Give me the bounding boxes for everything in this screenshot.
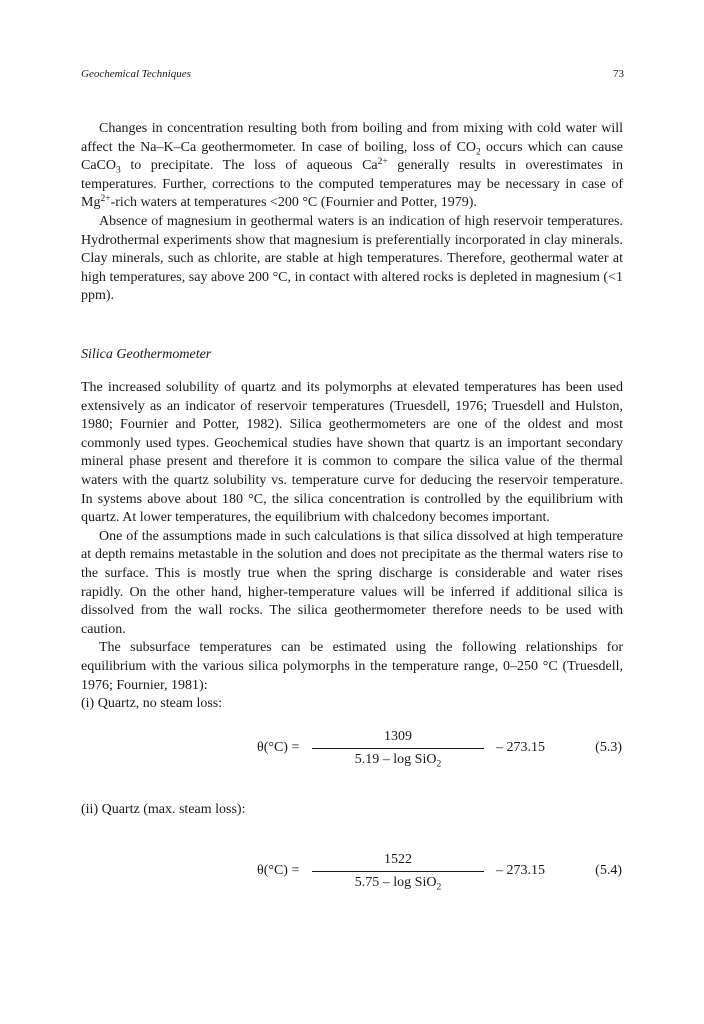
caco3-subscript: 3 [116,165,121,176]
mg-superscript: 2+ [100,194,111,205]
section-heading: Silica Geothermometer [81,347,212,362]
para1-text-2: occurs which can cause CaCO [81,139,623,174]
text-block-2 [81,379,623,714]
sio2-subscript: 2 [436,882,442,893]
para1-text-5: -rich waters at temperatures <200 °C (Fournier and Potter, 1979). [110,195,477,211]
para1-text-4: generally results in overestimates in temperatures. Further, corrections to the computed temperatures may be necessary in case of Mg [81,158,623,211]
denominator-text: 5.75 – log SiO [354,875,437,890]
denominator-text: 5.19 – log SiO [354,752,437,767]
equation-number: (5.3) [595,740,622,755]
running-title: Geochemical Techniques [81,68,191,80]
ca-superscript: 2+ [377,156,388,167]
text-block-1 [81,120,623,306]
paragraph-na-k-ca [81,120,623,213]
fraction-numerator: 1522 [384,852,412,867]
list-item-quartz-no-steam: (i) Quartz, no steam loss: [81,696,223,712]
equation-lhs: θ(°C) = [257,863,300,878]
co2-subscript: 2 [476,146,481,157]
equation-fraction [312,727,484,769]
equation-rhs: – 273.15 [496,740,545,755]
paragraph-silica-intro: The increased solubility of quartz and its polymorphs at elevated temperatures has been used extensively as an indicator of reservoir temperatures (Truesdell, 1976; Truesdell and Hulston, 1980; Fournier and Potter, 1982). Silica geothermometers are one of the oldest and most commonly used types. Geochemical studies have shown that quartz is an important secondary mineral phase present and therefore it is common to compare the silica value of the thermal waters with the quartz solubility vs. temperature curve for deducing the reservoir temperature. In systems above about 180 °C, the silica concentration is controlled by the equilibrium with quartz. At lower temperatures, the equilibrium with chalcedony becomes important. [81,380,623,526]
para1-text-1: Changes in concentration resulting both from boiling and from mixing with cold water will affect the Na–K–Ca geothermometer. In case of boiling, loss of CO [81,121,623,155]
fraction-denominator [312,874,484,892]
page-number: 73 [613,68,624,80]
equation-lhs: θ(°C) = [257,740,300,755]
fraction-denominator [312,751,484,769]
paragraph-relationships: The subsurface temperatures can be estimated using the following relationships for equilibrium with the various silica polymorphs in the temperature range, 0–250 °C (Truesdell, 1976; Fournier, 1981): [81,640,623,693]
running-header [81,68,624,86]
equation-fraction [312,850,484,892]
sio2-subscript: 2 [436,759,442,770]
equation-5-3 [81,727,623,775]
fraction-bar [312,871,484,872]
equation-number: (5.4) [595,863,622,878]
paragraph-assumptions: One of the assumptions made in such calculations is that silica dissolved at high temperature at depth remains metastable in the solution and does not precipitate as the thermal waters rise to the surface. This is mostly true when the spring discharge is considerable and water rises rapidly. On the other hand, higher-temperature values will be inferred if additional silica is dissolved from the wall rocks. The silica geothermometer therefore needs to be used with caution. [81,528,623,637]
equation-5-4 [81,850,623,898]
fraction-bar [312,748,484,749]
fraction-numerator: 1309 [384,729,412,744]
list-item-quartz-max-steam: (ii) Quartz (max. steam loss): [81,802,246,817]
equation-rhs: – 273.15 [496,863,545,878]
para1-text-3: to precipitate. The loss of aqueous Ca [120,158,378,174]
paragraph-magnesium: Absence of magnesium in geothermal waters is an indication of high reservoir temperatures. Hydrothermal experiments show that magnesium is preferentially incorporated in clay minerals. Clay minerals, such as chlorite, are stable at high temperatures. Therefore, geothermal water at high temperatures, say above 200 °C, in contact with altered rocks is depleted in magnesium (<1 ppm). [81,213,623,304]
